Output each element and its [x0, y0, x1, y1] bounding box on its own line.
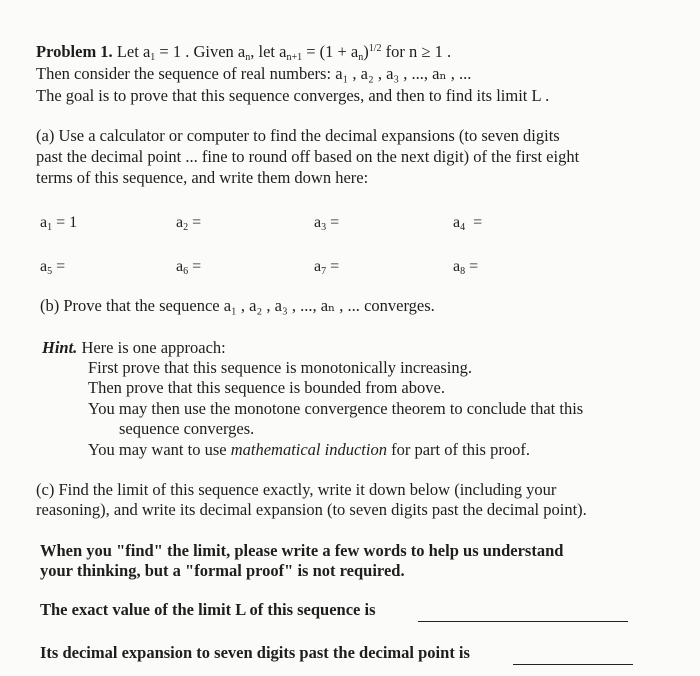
hint-step-4: You may want to use mathematical induction for part of this proof.	[88, 440, 530, 459]
problem-line-1	[36, 42, 451, 62]
problem-label: Problem 1.	[36, 42, 113, 61]
decimal-blank[interactable]	[513, 663, 633, 665]
term-a1: $a_1 = 1$	[40, 214, 78, 233]
limit-var: L	[235, 600, 246, 619]
condition-text: for n ≥ 1 .	[385, 42, 452, 61]
note-line-1: When you "find" the limit, please write a few words to help us understand	[40, 541, 564, 560]
exact-value-line: The exact value of the limit L of this sequence is	[40, 600, 376, 619]
term-a5: $a_5$ =	[40, 258, 66, 277]
term-a6: $a_6$ =	[176, 258, 202, 277]
problem-line-2	[36, 64, 471, 84]
part-b-line	[40, 296, 435, 316]
hint-step-3b: sequence converges.	[119, 419, 255, 438]
part-b-prefix: (b) Prove that the sequence	[40, 296, 220, 315]
hint-line-intro	[42, 338, 226, 358]
var-an: $a_n$	[237, 42, 251, 63]
part-b-sequence: a₁ , a₂ , a₃ , ..., aₙ , ...	[223, 296, 360, 315]
term-a8: $a_8$ =	[453, 258, 479, 277]
part-a-line-2: past the decimal point ... fine to round off based on the next digit) of the first eight	[36, 147, 580, 166]
hint-label: Hint.	[42, 338, 78, 357]
var-a1: $a_1$	[142, 42, 156, 63]
term-a3: $a_3$ =	[314, 214, 340, 233]
sequence-intro: Then consider the sequence of real numbers:	[36, 64, 332, 83]
problem-line-3: The goal is to prove that this sequence converges, and then to find its limit L .	[36, 86, 550, 105]
recurrence-rhs: = $(1 + a_n)^{1/2}$	[306, 42, 382, 63]
part-c-line-2: reasoning), and write its decimal expansion (to seven digits past the decimal point).	[36, 500, 587, 519]
part-a-line-3: terms of this sequence, and write them down here:	[36, 168, 369, 187]
a1-value: = 1 .	[159, 42, 190, 61]
hint-step-2: Then prove that this sequence is bounded from above.	[88, 378, 445, 397]
hint-step-3a: You may then use the monotone convergence theorem to conclude that this	[88, 399, 584, 418]
term-a2: $a_2$ =	[176, 214, 202, 233]
var-an1: $a_{n+1}$	[279, 42, 303, 63]
note-line-2: your thinking, but a "formal proof" is not required.	[40, 561, 405, 580]
part-a-line-1: (a) Use a calculator or computer to find the decimal expansions (to seven digits	[36, 126, 560, 145]
part-b-suffix: converges.	[364, 296, 435, 315]
hint-step-1: First prove that this sequence is monotonically increasing.	[88, 358, 473, 377]
word-let-2: let	[258, 42, 275, 61]
part-c-line-1: (c) Find the limit of this sequence exactly, write it down below (including your	[36, 480, 557, 499]
term-a4: $a_4$ =	[453, 214, 483, 233]
word-let: Let	[116, 42, 139, 61]
exact-value-blank[interactable]	[418, 620, 628, 622]
term-a7: $a_7$ =	[314, 258, 340, 277]
sequence-list: a₁ , a₂ , a₃ , ..., aₙ , ...	[335, 64, 472, 83]
comma: ,	[250, 42, 255, 61]
emphasis-induction: mathematical induction	[230, 440, 387, 459]
hint-intro: Here is one approach:	[81, 338, 226, 357]
decimal-line: Its decimal expansion to seven digits past the decimal point is	[40, 643, 470, 662]
word-given: Given	[193, 42, 234, 61]
